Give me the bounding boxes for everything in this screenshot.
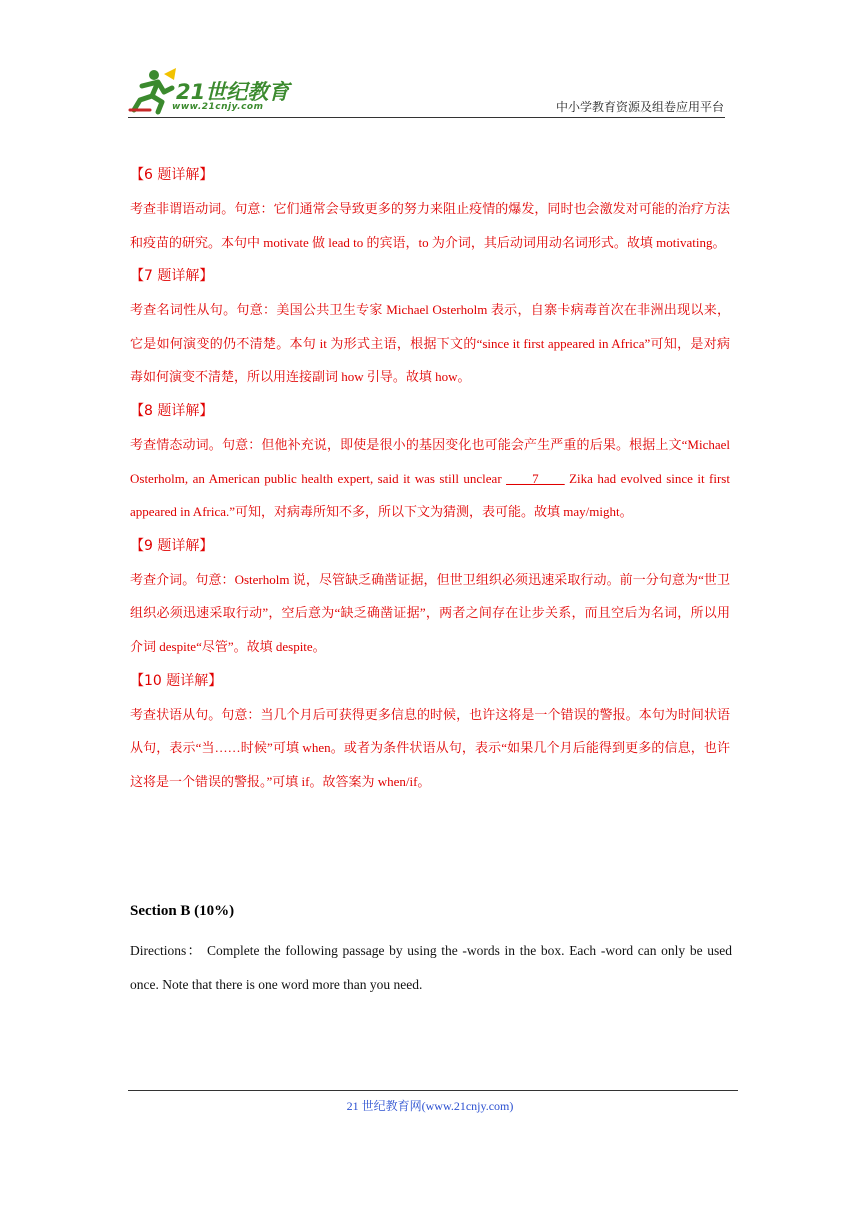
- explanation-6-title: 【6 题详解】: [130, 167, 214, 183]
- explanation-8-text-before: 考查情态动词。句意：但他补充说，即使是很小的基因变化也可能会产生严重的后果。根据上文“Michael Osterholm, an American public health expert, said it was still unclear: [130, 436, 730, 486]
- explanation-6-body: 考查非谓语动词。句意：它们通常会导致更多的努力来阻止疫情的爆发，同时也会激发对可能的治疗方法和疫苗的研究。本句中 motivate 做 lead to 的宾语，to 为介词，其后动词用动名词形式。故填 motivating。: [130, 201, 730, 250]
- explanation-9-title: 【9 题详解】: [130, 537, 214, 554]
- logo-url: www.21cnjy.com: [172, 102, 264, 112]
- explanation-8-title: 【8 题详解】: [130, 402, 214, 419]
- page-header: [128, 66, 724, 118]
- explanation-10-body: 考查状语从句。句意：当几个月后可获得更多信息的时候，也许这将是一个错误的警报。本句为时间状语从句，表示“当……时候”可填 when。或者为条件状语从句，表示“如果几个月后能得到更多的信息，也许这将是一个错误的警报。”可填 if。故答案为 when/if。: [130, 706, 730, 789]
- logo-text: 21世纪教育: [176, 80, 290, 104]
- explanation-9-body: 考查介词。句意：Osterholm 说，尽管缺乏确凿证据，但世卫组织必须迅速采取行动。前一分句意为“世卫组织必须迅速采取行动”，空后意为“缺乏确凿证据”，两者之间存在让步关系，而且空后为名词，所以用介词 despite“尽管”。故填 despite。: [130, 571, 730, 654]
- explanation-7-title: 【7 题详解】: [130, 268, 214, 285]
- section-title: Section B (10%): [130, 903, 235, 919]
- explanation-7-body: 考查名词性从句。句意：美国公共卫生专家 Michael Osterholm 表示，自寨卡病毒首次在非洲出现以来，它是如何演变的仍不清楚。本句 it 为形式主语，根据下文的“since it first appeared in Africa”可知，是对病毒如何演变不清楚，所以用连接副词 how 引导。故填 how。: [130, 302, 730, 385]
- explanation-8-body: [130, 428, 730, 529]
- explanations-list: [130, 158, 730, 798]
- explanation-10-title: 【10 题详解】: [130, 672, 223, 689]
- footer-divider: [128, 1090, 738, 1091]
- platform-name: 中小学教育资源及组卷应用平台: [555, 100, 724, 114]
- header-divider: [128, 117, 725, 118]
- footer-link[interactable]: 21 世纪教育网(www.21cnjy.com): [346, 1099, 514, 1113]
- section-directions: Directions： Complete the following passage by using the -words in the box. Each -word can only be used once. Note that there is one word more than you need.: [130, 943, 732, 992]
- explanation-8-text-after: Zika had evolved since it first appeared in Africa.”可知，对病毒所知不多，所以下文为猜测，表可能。故填 may/might。: [130, 470, 730, 520]
- site-logo[interactable]: [128, 66, 298, 116]
- runner-logo-icon: [128, 66, 178, 116]
- blank-7: ____7____: [506, 470, 565, 486]
